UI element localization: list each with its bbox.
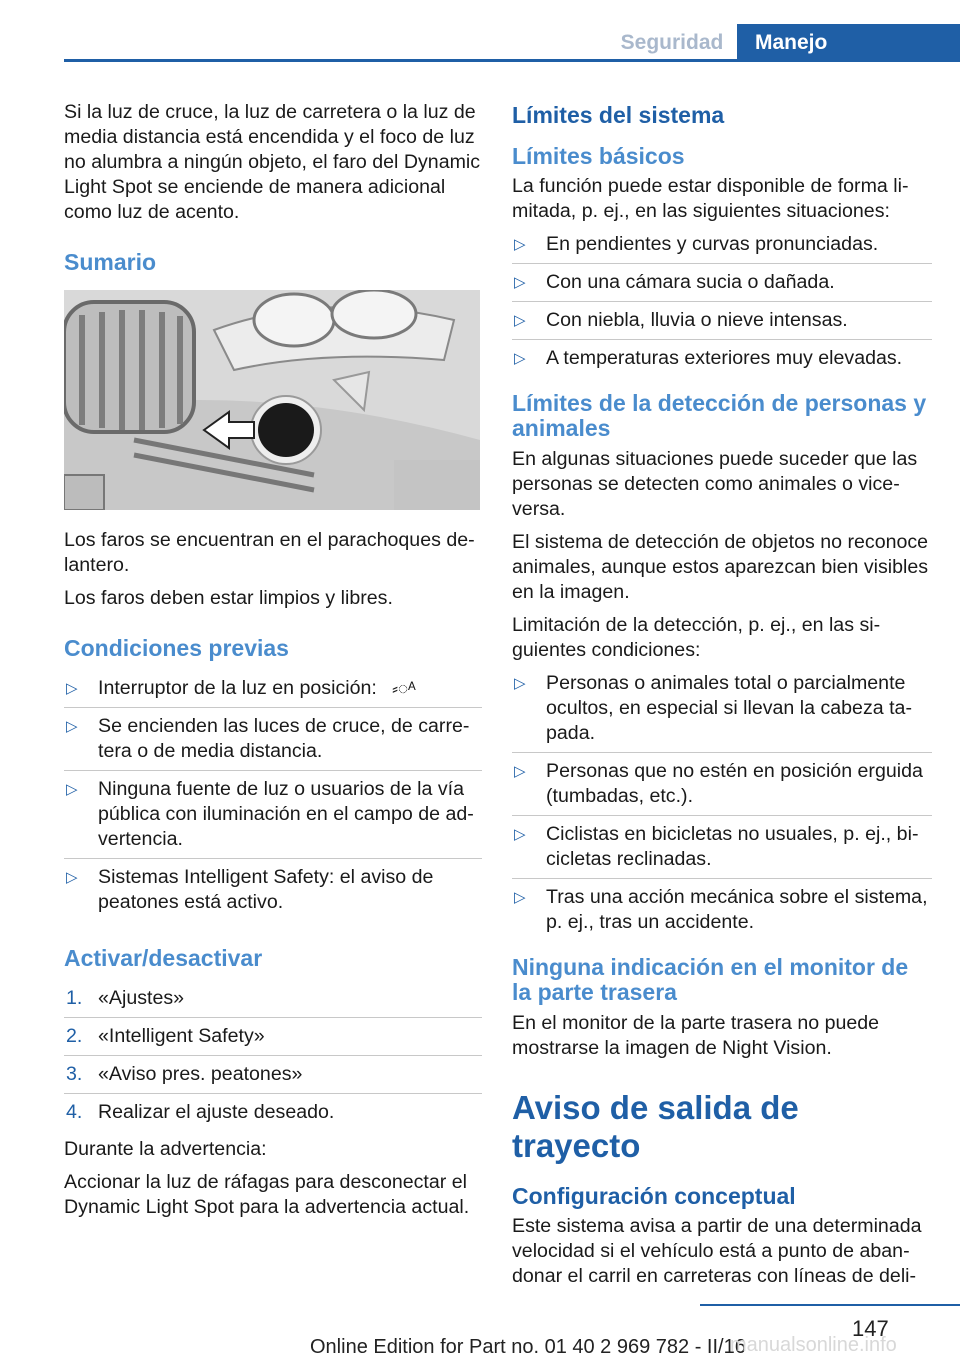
list-item: ▷ Ninguna fuente de luz o usuarios de la vía pública con iluminación en el campo de advertencia.: [64, 777, 482, 859]
deteccion-list: [512, 671, 932, 941]
list-item: ▷ En pendientes y curvas pronunciadas.: [512, 232, 932, 264]
page-number: 147: [852, 1316, 889, 1341]
monitor-text: En el monitor de la parte trasera no puede mostrarse la imagen de Night Vision.: [512, 1012, 880, 1059]
header-tab-seguridad[interactable]: Seguridad: [620, 30, 724, 54]
left-column: [64, 100, 482, 1228]
triangle-bullet-icon: ▷: [514, 236, 526, 253]
triangle-bullet-icon: ▷: [66, 680, 78, 697]
list-item: ▷ Tras una acción mecánica sobre el sistema, p. ej., tras un accidente.: [514, 886, 928, 933]
list-item: ▷ Interruptor de la luz en posición: ⸗◌ᴬ: [64, 676, 482, 708]
headlight-illustration: [64, 290, 480, 510]
condiciones-heading: Condiciones previas: [64, 635, 289, 661]
deteccion-heading: Límites de la detección de personas y animales: [512, 390, 927, 441]
header-tab-manejo[interactable]: Manejo: [737, 24, 960, 62]
list-item: ▷ Sistemas Intelligent Safety: el aviso de peatones está activo.: [66, 866, 434, 913]
faros-clean-text: Los faros deben estar limpios y libres.: [64, 587, 393, 609]
list-item: 1. «Ajustes»: [64, 986, 482, 1018]
accionar-text: Accionar la luz de ráfagas para desconectar el Dynamic Light Spot para la advertencia actual.: [64, 1171, 470, 1218]
configuracion-heading: Configuración conceptual: [512, 1183, 796, 1209]
deteccion-p1: En algunas situaciones puede suceder que las personas se detecten como animales o viceversa.: [512, 448, 918, 520]
condiciones-list: [64, 676, 482, 921]
triangle-bullet-icon: ▷: [66, 869, 78, 886]
list-item: ▷ A temperaturas exteriores muy elevadas.: [514, 347, 903, 369]
configuracion-text: Este sistema avisa a partir de una determinada velocidad si el vehículo está a punto de abandonar el carril en carreteras con líneas de deli-: [512, 1215, 922, 1287]
monitor-heading: Ninguna indicación en el monitor de la parte trasera: [512, 954, 909, 1005]
limites-sistema-heading: Límites del sistema: [512, 102, 725, 128]
basicos-text: La función puede estar disponible de forma limitada, p. ej., en las siguientes situaciones:: [512, 175, 909, 222]
list-item: 3. «Aviso pres. peatones»: [64, 1062, 482, 1094]
light-switch-icon: ⸗◌ᴬ: [392, 679, 416, 698]
list-item: ▷ Con niebla, lluvia o nieve intensas.: [512, 308, 932, 340]
limites-basicos-heading: Límites básicos: [512, 143, 685, 169]
list-item: ▷ Personas o animales total o parcialmente ocultos, en especial si llevan la cabeza tapada.: [512, 671, 932, 753]
triangle-bullet-icon: ▷: [66, 718, 78, 735]
watermark: manualsonline.info: [730, 1334, 897, 1356]
right-column: [512, 100, 932, 1297]
triangle-bullet-icon: ▷: [514, 889, 526, 906]
triangle-bullet-icon: ▷: [66, 781, 78, 798]
triangle-bullet-icon: ▷: [514, 350, 526, 367]
triangle-bullet-icon: ▷: [514, 826, 526, 843]
list-item: 4. Realizar el ajuste deseado.: [66, 1101, 335, 1123]
faros-location-text: Los faros se encuentran en el parachoques delantero.: [64, 529, 475, 576]
deteccion-p3: Limitación de la detección, p. ej., en las siguientes condiciones:: [512, 614, 881, 661]
intro-paragraph: Si la luz de cruce, la luz de carretera o la luz de media distancia está encendida y el foco de luz no alumbra a ningún objeto, el faro del Dynamic Light Spot se enciende de manera adicional como luz de acento.: [64, 101, 481, 223]
sumario-heading: Sumario: [64, 249, 157, 275]
header-rule: [64, 59, 960, 62]
footer-rule: [700, 1304, 960, 1306]
list-item: 2. «Intelligent Safety»: [64, 1024, 482, 1056]
list-item: ▷ Personas que no estén en posición erguida (tumbadas, etc.).: [512, 759, 932, 816]
deteccion-p2: El sistema de detección de objetos no reconoce animales, aunque estos aparezcan bien visibles en la imagen.: [512, 531, 929, 603]
basicos-list: [512, 232, 932, 377]
triangle-bullet-icon: ▷: [514, 675, 526, 692]
activar-heading: Activar/desactivar: [64, 945, 263, 971]
triangle-bullet-icon: ▷: [514, 312, 526, 329]
list-item: ▷ Ciclistas en bicicletas no usuales, p. ej., bicicletas reclinadas.: [512, 822, 932, 879]
triangle-bullet-icon: ▷: [514, 763, 526, 780]
durante-text: Durante la advertencia:: [64, 1138, 267, 1160]
list-item: ▷ Con una cámara sucia o dañada.: [512, 270, 932, 302]
activar-steps: [64, 986, 482, 1131]
online-edition-text: Online Edition for Part no. 01 40 2 969 782 - II/16: [310, 1336, 746, 1358]
triangle-bullet-icon: ▷: [514, 274, 526, 291]
aviso-salida-heading: Aviso de salida de trayecto: [512, 1089, 799, 1164]
list-item: ▷ Se encienden las luces de cruce, de carretera o de media distancia.: [64, 714, 482, 771]
